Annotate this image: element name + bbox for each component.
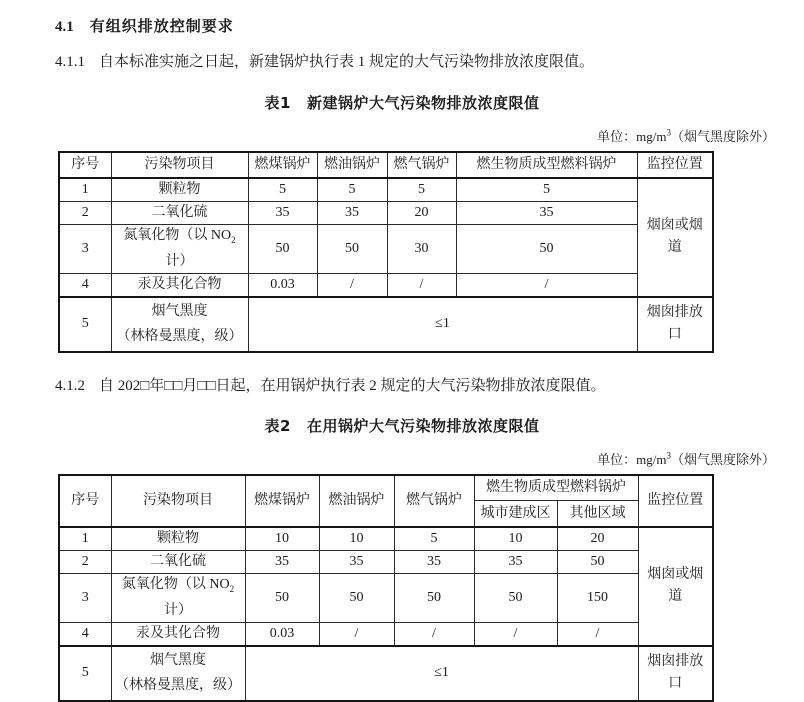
table2-caption-title: 在用锅炉大气污染物排放浓度限值 bbox=[306, 416, 540, 435]
section-title: 有组织排放控制要求 bbox=[89, 17, 234, 35]
cell-value: 50 bbox=[248, 225, 317, 274]
table-row bbox=[59, 550, 713, 573]
cell-smoke-value: ≤1 bbox=[245, 646, 638, 701]
col-header-oil: 燃油锅炉 bbox=[319, 475, 394, 527]
col-header-monitor: 监控位置 bbox=[638, 475, 713, 527]
cell-value: 35 bbox=[319, 550, 394, 573]
table-header-row bbox=[59, 152, 713, 178]
cell-no: 3 bbox=[59, 225, 111, 274]
cell-value: 20 bbox=[387, 202, 456, 225]
table2-unit-note bbox=[55, 449, 775, 468]
cell-no: 4 bbox=[59, 622, 111, 646]
cell-item: 氮氧化物（以 $NO_2$ 计） bbox=[111, 225, 248, 274]
clause-number: 4.1.1 bbox=[55, 54, 85, 70]
cell-value: 0.03 bbox=[245, 622, 319, 646]
table-row bbox=[59, 273, 713, 297]
table1-caption-title: 新建锅炉大气污染物排放浓度限值 bbox=[306, 94, 540, 112]
table-1-new-boiler-limits bbox=[58, 151, 714, 353]
col-header-gas: 燃气锅炉 bbox=[394, 475, 474, 527]
cell-value: / bbox=[474, 622, 557, 646]
unit-prefix: 单位：mg/m bbox=[597, 129, 667, 144]
cell-item: 汞及其化合物 bbox=[111, 273, 248, 297]
col-header-monitor: 监控位置 bbox=[637, 152, 713, 178]
cell-value: 35 bbox=[456, 202, 637, 225]
cell-item: 颗粒物 bbox=[111, 527, 245, 551]
cell-no: 5 bbox=[59, 646, 111, 701]
cell-value: 20 bbox=[557, 527, 638, 551]
cell-value: 50 bbox=[245, 573, 319, 622]
cell-value: / bbox=[456, 273, 637, 297]
cell-value: 30 bbox=[387, 225, 456, 274]
table-row bbox=[59, 225, 713, 274]
cell-value: 150 bbox=[557, 573, 638, 622]
col-header-biomass-urban: 城市建成区 bbox=[474, 501, 557, 527]
cell-value: 5 bbox=[387, 178, 456, 202]
cell-value: 50 bbox=[317, 225, 387, 274]
cell-value: 35 bbox=[474, 550, 557, 573]
cell-no: 1 bbox=[59, 527, 111, 551]
col-header-coal: 燃煤锅炉 bbox=[248, 152, 317, 178]
cell-value: 10 bbox=[474, 527, 557, 551]
table-row bbox=[59, 178, 713, 202]
unit-superscript: 3 bbox=[666, 450, 671, 461]
table2-caption-label: 表2 bbox=[264, 416, 291, 435]
cell-value: / bbox=[319, 622, 394, 646]
col-header-no: 序号 bbox=[59, 152, 111, 178]
cell-value: / bbox=[387, 273, 456, 297]
col-header-item: 污染物项目 bbox=[111, 152, 248, 178]
cell-value: 5 bbox=[456, 178, 637, 202]
cell-item: 氮氧化物（以 $NO_2$ 计） bbox=[111, 573, 245, 622]
clause-4-1-2 bbox=[55, 377, 775, 395]
cell-value: 35 bbox=[394, 550, 474, 573]
table-2-inuse-boiler-limits bbox=[58, 474, 714, 702]
cell-value: 10 bbox=[319, 527, 394, 551]
cell-no: 1 bbox=[59, 178, 111, 202]
cell-item: 颗粒物 bbox=[111, 178, 248, 202]
table-row-smoke bbox=[59, 646, 713, 701]
cell-monitor-outlet: 烟囱排放口 bbox=[637, 297, 713, 352]
table-row bbox=[59, 527, 713, 551]
cell-monitor-outlet: 烟囱排放口 bbox=[638, 646, 713, 701]
col-header-biomass: 燃生物质成型燃料锅炉 bbox=[456, 152, 637, 178]
col-header-gas: 燃气锅炉 bbox=[387, 152, 456, 178]
cell-monitor-merged: 烟囱或烟道 bbox=[638, 527, 713, 646]
unit-suffix: （烟气黑度除外） bbox=[670, 451, 775, 467]
clause-number: 4.1.2 bbox=[55, 377, 85, 394]
cell-no: 2 bbox=[59, 550, 111, 573]
cell-no: 4 bbox=[59, 273, 111, 297]
table2-caption bbox=[0, 415, 804, 436]
unit-prefix: 单位：mg/m bbox=[597, 451, 667, 467]
table1-caption bbox=[0, 92, 804, 113]
cell-item: 烟气黑度 （林格曼黑度，级） bbox=[111, 646, 245, 701]
cell-value: 50 bbox=[319, 573, 394, 622]
col-header-no: 序号 bbox=[59, 475, 111, 527]
table-row bbox=[59, 573, 713, 622]
cell-value: 35 bbox=[317, 202, 387, 225]
cell-no: 5 bbox=[59, 297, 111, 352]
cell-item: 二氧化硫 bbox=[111, 202, 248, 225]
cell-item: 二氧化硫 bbox=[111, 550, 245, 573]
cell-value: 50 bbox=[557, 550, 638, 573]
cell-value: 35 bbox=[245, 550, 319, 573]
table-row bbox=[59, 202, 713, 225]
cell-item: 汞及其化合物 bbox=[111, 622, 245, 646]
section-number: 4.1 bbox=[55, 19, 74, 35]
cell-value: 50 bbox=[394, 573, 474, 622]
cell-value: 0.03 bbox=[248, 273, 317, 297]
cell-item: 烟气黑度 （林格曼黑度，级） bbox=[111, 297, 248, 352]
table-row bbox=[59, 622, 713, 646]
cell-value: / bbox=[317, 273, 387, 297]
cell-smoke-value: ≤1 bbox=[248, 297, 637, 352]
unit-superscript: 3 bbox=[666, 127, 671, 138]
cell-no: 3 bbox=[59, 573, 111, 622]
unit-suffix: （烟气黑度除外） bbox=[670, 129, 775, 144]
table1-caption-label: 表1 bbox=[264, 94, 291, 112]
col-header-oil: 燃油锅炉 bbox=[317, 152, 387, 178]
table-row-smoke bbox=[59, 297, 713, 352]
col-header-biomass-other: 其他区域 bbox=[557, 501, 638, 527]
table1-unit-note bbox=[55, 126, 775, 145]
cell-value: 35 bbox=[248, 202, 317, 225]
cell-value: / bbox=[394, 622, 474, 646]
section-heading bbox=[55, 18, 775, 36]
col-header-item: 污染物项目 bbox=[111, 475, 245, 527]
col-header-coal: 燃煤锅炉 bbox=[245, 475, 319, 527]
cell-value: 10 bbox=[245, 527, 319, 551]
cell-value: 5 bbox=[317, 178, 387, 202]
clause-text: 自本标准实施之日起，新建锅炉执行表 1 规定的大气污染物排放浓度限值。 bbox=[99, 54, 595, 70]
clause-text: 自 202□年□□月□□日起，在用锅炉执行表 2 规定的大气污染物排放浓度限值。 bbox=[99, 377, 606, 394]
cell-no: 2 bbox=[59, 202, 111, 225]
cell-monitor-merged: 烟囱或烟道 bbox=[637, 178, 713, 297]
table-header-row-1 bbox=[59, 475, 713, 501]
cell-value: 5 bbox=[248, 178, 317, 202]
cell-value: / bbox=[557, 622, 638, 646]
cell-value: 5 bbox=[394, 527, 474, 551]
clause-4-1-1 bbox=[55, 53, 775, 71]
col-header-biomass-group: 燃生物质成型燃料锅炉 bbox=[474, 475, 638, 501]
cell-value: 50 bbox=[474, 573, 557, 622]
cell-value: 50 bbox=[456, 225, 637, 274]
